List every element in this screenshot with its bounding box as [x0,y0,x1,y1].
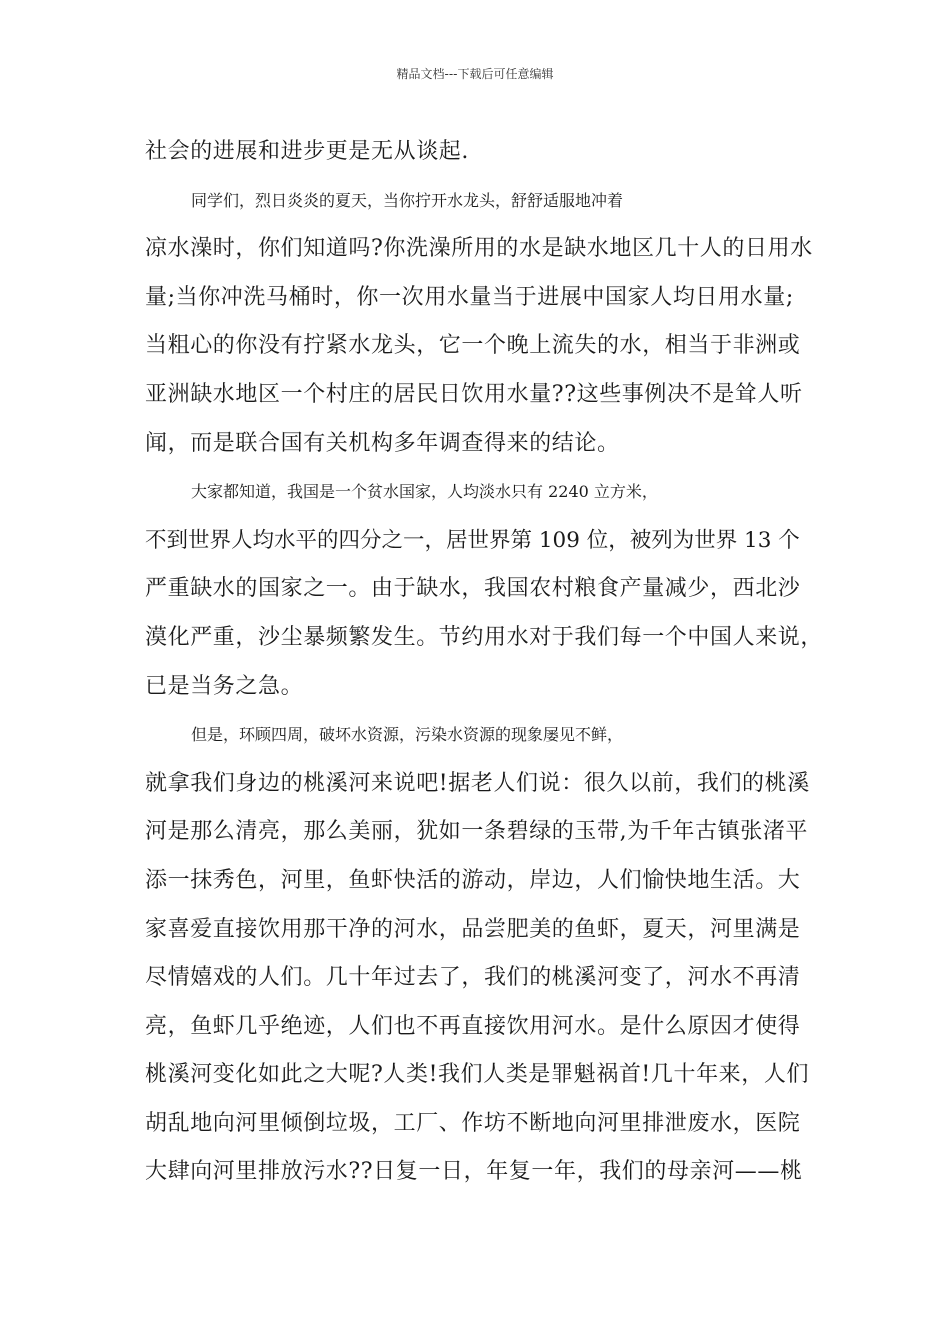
text-line: 就拿我们身边的桃溪河来说吧!据老人们说：很久以前，我们的桃溪 [145,770,810,796]
text-line: 桃溪河变化如此之大呢?人类!我们人类是罪魁祸首!几十年来，人们 [145,1062,810,1088]
text-line: 河是那么清亮，那么美丽，犹如一条碧绿的玉带,为千年古镇张渚平 [145,819,808,845]
text-line: 不到世界人均水平的四分之一，居世界第 109 位，被列为世界 13 个 [145,527,800,553]
text-line: 闻，而是联合国有关机构多年调查得来的结论。 [145,430,620,456]
text-line: 尽情嬉戏的人们。几十年过去了，我们的桃溪河变了，河水不再清 [145,965,801,991]
text-line: 量;当你冲洗马桶时，你一次用水量当于进展中国家人均日用水量; [145,284,794,310]
text-line: 大肆向河里排放污水??日复一日，年复一年，我们的母亲河——桃 [145,1159,803,1185]
text-line: 同学们，烈日炎炎的夏天，当你拧开水龙头，舒舒适服地冲着 [191,190,624,210]
text-line: 大家都知道，我国是一个贫水国家，人均淡水只有 2240 立方米， [191,482,658,502]
text-line: 已是当务之急。 [145,673,304,699]
text-line: 家喜爱直接饮用那干净的河水，品尝肥美的鱼虾，夏天，河里满是 [145,916,801,942]
text-line: 严重缺水的国家之一。由于缺水，我国农村粮食产量减少，西北沙 [145,576,801,602]
document-body [145,128,825,1197]
text-line: 添一抹秀色，河里，鱼虾快活的游动，岸边，人们愉快地生活。大 [145,867,801,893]
text-line: 亮，鱼虾几乎绝迹，人们也不再直接饮用河水。是什么原因才使得 [145,1013,801,1039]
page-header: 精品文档---下载后可任意编辑 [396,67,554,81]
text-line: 社会的进展和进步更是无从谈起. [145,139,469,164]
text-line: 当粗心的你没有拧紧水龙头，它一个晚上流失的水，相当于非洲或 [145,333,801,359]
text-line: 漠化严重，沙尘暴频繁发生。节约用水对于我们每一个中国人来说， [145,624,824,650]
text-line: 但是，环顾四周，破坏水资源，污染水资源的现象屡见不鲜， [191,725,624,745]
text-line: 凉水澡时，你们知道吗?你洗澡所用的水是缺水地区几十人的日用水 [145,236,813,262]
text-line: 亚洲缺水地区一个村庄的居民日饮用水量??这些事例决不是耸人听 [145,381,803,407]
text-line: 胡乱地向河里倾倒垃圾，工厂、作坊不断地向河里排泄废水，医院 [145,1110,801,1136]
